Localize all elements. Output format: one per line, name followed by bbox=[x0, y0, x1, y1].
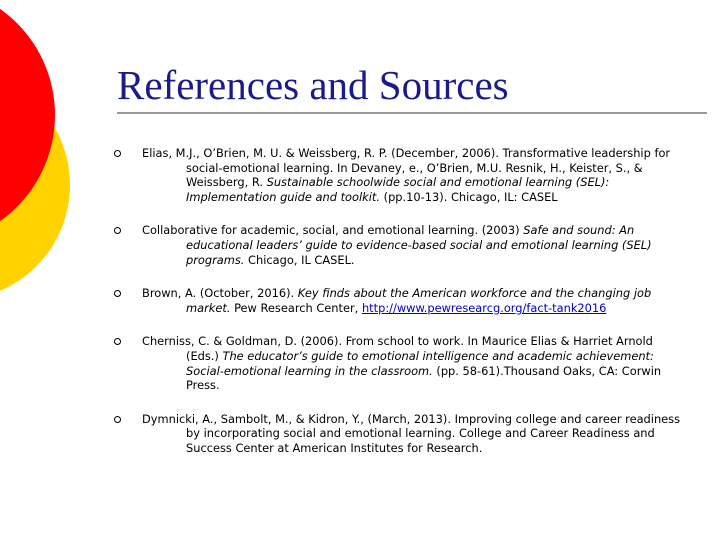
reference-list bbox=[114, 146, 689, 456]
hollow-bullet-icon bbox=[114, 416, 121, 423]
reference-part: Dymnicki, A., Sambolt, M., & Kidron, Y., (March, 2013). Improving college and career readiness by incorporating social and emotional learning. College and Career Readiness and Success Center at American Institutes for Research. bbox=[142, 411, 681, 455]
reference-part: Pew Research Center, bbox=[230, 300, 362, 315]
reference-item bbox=[114, 146, 689, 204]
reference-text bbox=[142, 223, 689, 267]
reference-title: Safe and sound: An educational leaders’ guide to evidence-based social and emotional learning (SEL) programs. bbox=[186, 223, 652, 267]
hollow-bullet-icon bbox=[114, 290, 121, 297]
reference-title: The educator’s guide to emotional intelligence and academic achievement: Social-emotional learning in the classroom. bbox=[186, 348, 654, 378]
reference-part: Elias, M.J., O’Brien, M. U. & Weissberg, R. P. (December, 2006). Transformative leadership for social-emotional learning. In Devaney, e., O’Brien, M.U. Resnik, H., Keister, S., & Weissberg, R. bbox=[142, 146, 671, 190]
slide-title: References and Sources bbox=[117, 62, 509, 108]
reference-title: Sustainable schoolwide social and emotional learning (SEL): Implementation guide and toolkit. bbox=[186, 175, 610, 204]
title-underline bbox=[117, 112, 707, 114]
reference-part: Cherniss, C. & Goldman, D. (2006). From school to work. In Maurice Elias & Harriet Arnold (Eds.) bbox=[142, 334, 653, 363]
reference-part: (pp. 58-61).Thousand Oaks, CA: Corwin Press. bbox=[186, 363, 662, 393]
hollow-bullet-icon bbox=[114, 338, 121, 345]
hollow-bullet-icon bbox=[114, 150, 121, 157]
reference-item bbox=[114, 334, 689, 392]
reference-item bbox=[114, 412, 689, 456]
hollow-bullet-icon bbox=[114, 227, 121, 234]
reference-text bbox=[142, 412, 689, 456]
reference-link[interactable]: http://www.pewresearcg.org/fact-tank2016 bbox=[361, 300, 607, 315]
reference-part: Brown, A. (October, 2016). bbox=[142, 286, 298, 301]
reference-item bbox=[114, 223, 689, 267]
reference-item bbox=[114, 286, 689, 315]
reference-text bbox=[142, 286, 689, 315]
reference-part: Chicago, IL CASEL. bbox=[244, 252, 355, 267]
reference-title: Key finds about the American workforce and the changing job market. bbox=[186, 286, 652, 315]
decorative-circles bbox=[0, 0, 90, 300]
reference-part: (pp.10-13). Chicago, IL: CASEL bbox=[380, 189, 558, 204]
reference-text bbox=[142, 334, 689, 392]
reference-part: Collaborative for academic, social, and emotional learning. (2003) bbox=[142, 223, 524, 238]
reference-text bbox=[142, 146, 689, 204]
